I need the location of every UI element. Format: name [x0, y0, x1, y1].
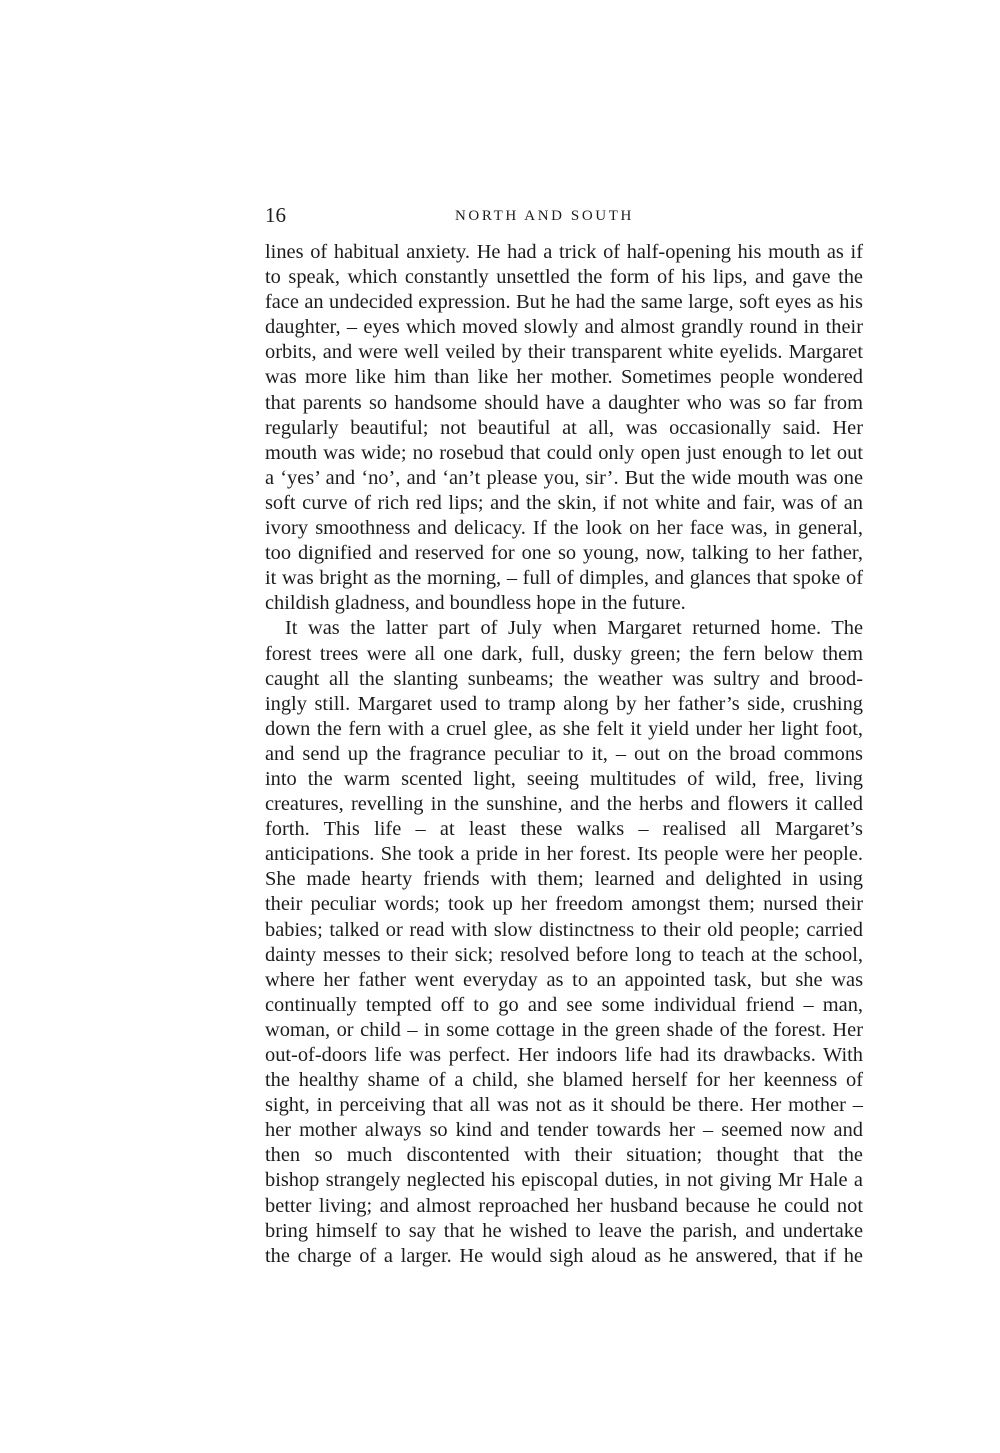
text-line: regularly beautiful; not beautiful at all, was occasionally said. Her — [265, 416, 863, 439]
text-line: forest trees were all one dark, full, dusky green; the fern below them — [265, 642, 863, 665]
text-line: that parents so handsome should have a daughter who was so far from — [265, 391, 863, 414]
text-line: it was bright as the morning, – full of dimples, and glances that spoke of — [265, 567, 863, 590]
text-line: bring himself to say that he wished to leave the parish, and undertake — [265, 1219, 863, 1242]
paragraph-2 — [265, 616, 863, 1268]
text-line: lines of habitual anxiety. He had a trick of half-opening his mouth as if — [265, 241, 863, 263]
text-line: better living; and almost reproached her husband because he could not — [265, 1194, 863, 1217]
text-line: then so much discontented with their situation; thought that the — [265, 1144, 863, 1167]
paragraph-1 — [265, 240, 863, 616]
text-line: babies; talked or read with slow distinctness to their old people; carried — [265, 918, 863, 941]
page-number: 16 — [265, 203, 286, 227]
text-line: ivory smoothness and delicacy. If the look on her face was, in general, — [265, 517, 863, 540]
text-line: anticipations. She took a pride in her forest. Its people were her people. — [265, 843, 863, 866]
text-line: ingly still. Margaret used to tramp along by her father’s side, crushing — [265, 692, 863, 715]
text-line: the charge of a larger. He would sigh aloud as he answered, that if he — [265, 1244, 863, 1267]
text-line: orbits, and were well veiled by their transparent white eyelids. Margaret — [265, 341, 863, 364]
text-line: She made hearty friends with them; learned and delighted in using — [265, 868, 863, 891]
running-head — [265, 201, 863, 229]
text-line: her mother always so kind and tender towards her – seemed now and — [265, 1119, 863, 1142]
text-line: It was the latter part of July when Margaret returned home. The — [285, 617, 863, 640]
text-line: to speak, which constantly unsettled the form of his lips, and gave the — [265, 266, 863, 289]
text-line: continually tempted off to go and see some individual friend – man, — [265, 993, 863, 1016]
book-title: NORTH AND SOUTH — [455, 208, 634, 224]
text-line: the healthy shame of a child, she blamed herself for her keenness of — [265, 1069, 863, 1092]
text-line: bishop strangely neglected his episcopal duties, in not giving Mr Hale a — [265, 1169, 863, 1192]
text-line: was more like him than like her mother. Sometimes people wondered — [265, 366, 863, 389]
text-line: daughter, – eyes which moved slowly and almost grandly round in their — [265, 316, 863, 339]
text-line: dainty messes to their sick; resolved before long to teach at the school, — [265, 943, 863, 966]
text-line: forth. This life – at least these walks – realised all Margaret’s — [265, 818, 863, 841]
text-line: their peculiar words; took up her freedom amongst them; nursed their — [265, 893, 863, 916]
text-line: face an undecided expression. But he had the same large, soft eyes as his — [265, 291, 863, 314]
text-line: down the fern with a cruel glee, as she felt it yield under her light foot, — [265, 717, 863, 740]
text-line: too dignified and reserved for one so young, now, talking to her father, — [265, 542, 863, 565]
text-line: woman, or child – in some cottage in the green shade of the forest. Her — [265, 1018, 863, 1041]
text-line: a ‘yes’ and ‘no’, and ‘an’t please you, sir’. But the wide mouth was one — [265, 466, 863, 489]
text-line: and send up the fragrance peculiar to it, – out on the broad commons — [265, 742, 863, 765]
body-text — [265, 240, 863, 1269]
text-line: creatures, revelling in the sunshine, and the herbs and flowers it called — [265, 793, 863, 816]
text-line: sight, in perceiving that all was not as it should be there. Her mother – — [265, 1094, 863, 1117]
text-line: soft curve of rich red lips; and the skin, if not white and fair, was of an — [265, 491, 863, 514]
text-line: into the warm scented light, seeing multitudes of wild, free, living — [265, 767, 863, 790]
text-line: mouth was wide; no rosebud that could only open just enough to let out — [265, 441, 863, 464]
text-line: caught all the slanting sunbeams; the weather was sultry and brood- — [265, 667, 863, 690]
text-line: childish gladness, and boundless hope in the future. — [265, 592, 686, 615]
text-line: out-of-doors life was perfect. Her indoors life had its drawbacks. With — [265, 1044, 863, 1066]
text-line: where her father went everyday as to an appointed task, but she was — [265, 968, 863, 991]
